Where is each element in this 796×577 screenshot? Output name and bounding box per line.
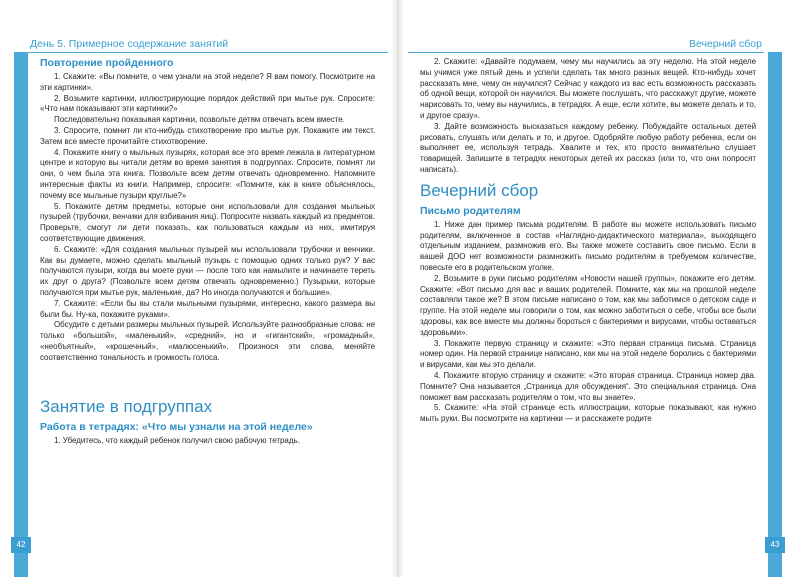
paragraph: 5. Покажите детям предметы, которые они использовали для создания мыльных пузырей (трубочки, венчики для взбивания яиц). Попросите назвать каждый из предметов. Проверьте, смогут ли дети показать, как пользоваться каждым из них, имитируя соответствующие движения.: [40, 201, 375, 243]
paragraph: 4. Покажите книгу о мыльных пузырях, которая все это время лежала в литературном центре и которую вы читали детям во время занятия в подгруппах. Спросите, помнят ли они, о чем была эта книга. Позвольте всем детям отвечать одновременно. Напомните интересные факты из книги. Например, спросите: «Помните, как в книге объяснялось, почему все мыльные пузыри круглые?»: [40, 147, 375, 200]
right-page-number: 43: [765, 537, 785, 553]
right-running-header: Вечерний сбор: [688, 38, 762, 50]
paragraph: 3. Дайте возможность высказаться каждому ребенку. Побуждайте остальных детей рисовать, слушать или делать и то, и другое. Одобряйте любую работу ребенка, если он выполняет ее, используя тетрадь. Хвалите и тех, кто просто внимательно слушает товарищей. Запишите в тетрадях некоторых детей их рассказ (или то, что они попросят написать).: [420, 121, 756, 174]
right-side-bar: [768, 52, 782, 577]
paragraph: 5. Скажите: «На этой странице есть иллюстрации, которые показывают, как нужно мыть руки. Вы посмотрите на картинки — и расскажете родите: [420, 403, 756, 424]
right-content: [420, 57, 756, 425]
left-running-header: День 5. Примерное содержание занятий: [30, 38, 229, 50]
paragraph: 6. Скажите: «Для создания мыльных пузырей мы использовали трубочки и венчики. Как вы думаете, можно сделать мыльный пузырь с помощью одних только рук? У вас получаются пузыри, когда вы моете руки — после того как намылите и начинаете тереть их друг о друга? (Позвольте всем детям отвечать одновременно.) Пузырьки, которые получаются при мытье рук, маленькие, да? Но иногда получаются и большие».: [40, 244, 375, 297]
paragraph: 1. Ниже дан пример письма родителям. В работе вы можете использовать письмо родителям, включенное в состав «Наглядно-дидактического материала», выходящего отдельным изданием, размножив его. Вы также можете составить свое письмо. Если в вашей ДОО нет возможности размножить письмо родителям в требуемом количестве, повесьте его в родительском уголке.: [420, 219, 756, 272]
section-heading-review: Повторение пройденного: [40, 57, 174, 69]
left-side-bar: [14, 52, 28, 577]
subheading-letter: Письмо родителям: [420, 204, 521, 217]
paragraph: 3. Покажите первую страницу и скажите: «Это первая страница письма. Страница номер один. На первой странице написано, как мы на этой неделе боролись с бактериями и вирусами, как мы это делали.: [420, 338, 756, 370]
paragraph: 4. Покажите вторую страницу и скажите: «Это вторая страница. Страница номер два. Помните? Она называется „Страница для обсуждения“. Это специальная страница. Она поможет вам рассказать родителям о том, что вы знаете».: [420, 370, 756, 402]
left-page-number: 42: [11, 537, 31, 553]
paragraph: 2. Возьмите в руки письмо родителям «Новости нашей группы», покажите его детям. Скажите: «Вот письмо для вас и ваших родителей. Помните, как мы на прошлой неделе составляли такое же? В этом письме написано о том, как мы заботимся о детском саде и группе. На этой неделе мы говорили о том, как можно заботиться о себе, чтобы все были здоровы, как все вместе мы должны бороться с бактериями и вирусами, чтобы оставаться здоровыми».: [420, 273, 756, 337]
paragraph: 3. Спросите, помнит ли кто-нибудь стихотворение про мытье рук. Покажите им текст. Затем все вместе прочитайте стихотворение.: [40, 125, 375, 146]
paragraph: 1. Убедитесь, что каждый ребенок получил свою рабочую тетрадь.: [54, 435, 300, 445]
paragraph: 1. Скажите: «Вы помните, о чем узнали на этой неделе? Я вам помогу. Посмотрите на эти картинки».: [40, 72, 375, 92]
section-heading-subgroups: Занятие в подгруппах: [40, 396, 213, 416]
subheading-workbooks: Работа в тетрадях: «Что мы узнали на этой неделе»: [40, 420, 313, 433]
paragraph: 7. Скажите: «Если бы вы стали мыльными пузырями, интересно, какого размера вы были бы. Ну-ка, покажите руками».: [40, 298, 375, 319]
section-heading-evening: Вечерний сбор: [420, 180, 539, 200]
book-gutter: [392, 0, 404, 577]
left-content: [40, 57, 375, 446]
paragraph: Обсудите с детьми размеры мыльных пузырей. Используйте разнообразные слова: не только «большой», «маленький», «средний», но и «гигантский», «громадный», «необъятный», «крошечный», «малюсенький». Произнося эти слова, меняйте соответственно тональность и громкость голоса.: [40, 320, 375, 362]
left-header-rule: [28, 52, 388, 53]
paragraph: Последовательно показывая картинки, позвольте детям отвечать всем вместе.: [54, 115, 345, 125]
right-page: [398, 0, 796, 577]
paragraph: 2. Скажите: «Давайте подумаем, чему мы научились за эту неделю. На этой неделе мы учимся уже пятый день и успели сделать так много разных вещей. Кто-нибудь хочет рассказать мне, чему он научился? Сейчас у каждого из вас есть возможность рассказать об одной вещи, которой он научился. Вы можете послушать, что расскажут другие, можете нарисовать то, чему вы научились, в тетрадях. А еще, если хотите, вы можете делать и то, и другое сразу».: [420, 57, 756, 120]
right-header-rule: [408, 52, 764, 53]
paragraph: 2. Возьмите картинки, иллюстрирующие порядок действий при мытье рук. Спросите: «Что нам показывают эти картинки?»: [40, 93, 375, 114]
